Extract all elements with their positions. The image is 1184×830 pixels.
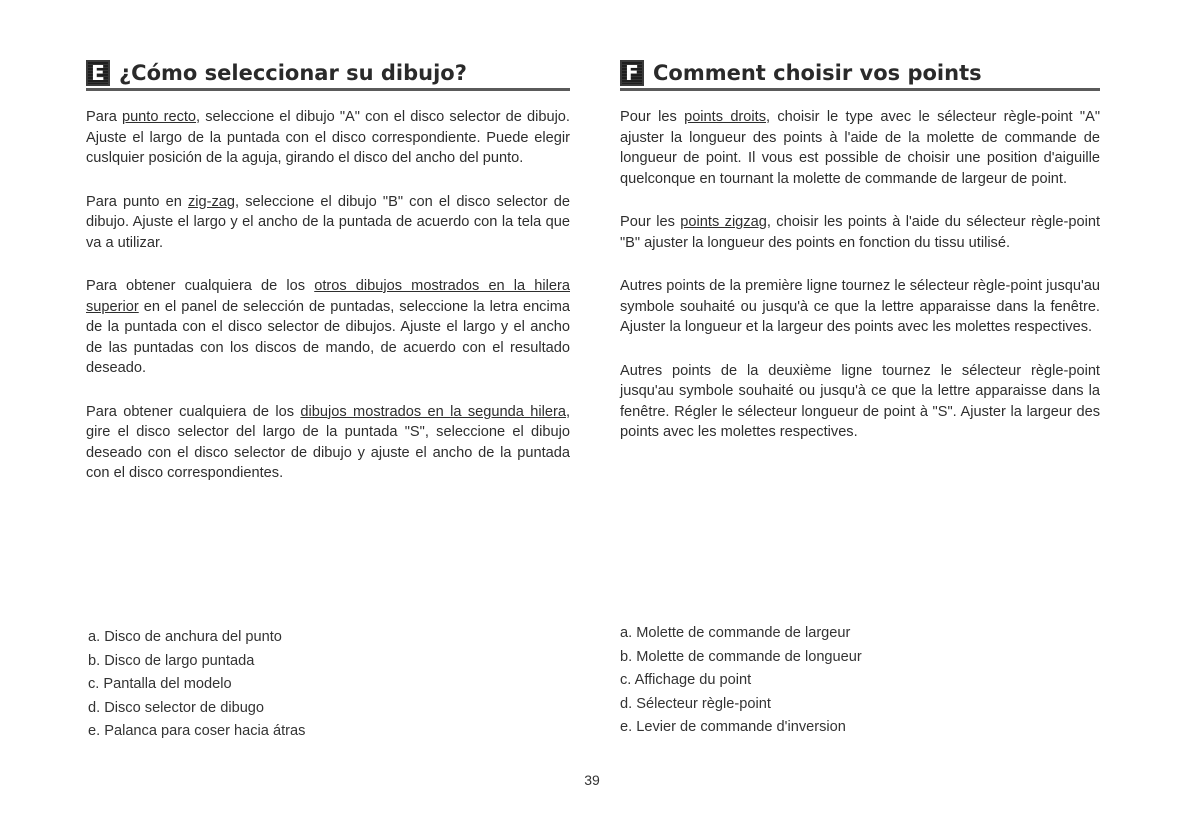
french-title: Comment choisir vos points: [653, 61, 982, 85]
fr-parts-legend: [620, 622, 862, 740]
es-parts-legend: [88, 626, 305, 744]
legend-item: b. Molette de commande de longueur: [620, 648, 862, 665]
legend-item: a. Disco de anchura del punto: [88, 629, 282, 645]
es-term-second-row: dibujos mostrados en la segunda hilera: [300, 403, 566, 420]
es-term-top-row: otros dibujos mostrados en la hilera superior: [86, 278, 570, 315]
spanish-section: [86, 52, 570, 484]
fr-paragraph-second-row: Autres points de la deuxième ligne tournez le sélecteur règle-point jusqu'au symbole souhaité ou jusqu'à ce que la lettre apparaisse dans la fenêtre. Régler le sélecteur longueur de point à "S". Ajuster la largeur des points avec les molettes respectives.: [620, 362, 1100, 440]
legend-item: a. Molette de commande de largeur: [620, 625, 851, 641]
page-number: 39: [584, 772, 600, 788]
language-badge-f: F: [620, 60, 644, 86]
legend-item: c. Pantalla del modelo: [88, 676, 232, 693]
es-paragraph-straight-stitch: Para punto recto, seleccione el dibujo "A" con el disco selector de dibujo. Ajuste el largo de la puntada con el disco correspondiente. Puede elegir cuslquier posición de la aguja, girando el disco del ancho del punto.: [86, 109, 570, 166]
es-paragraph-top-row: Para obtener cualquiera de los otros dibujos mostrados en la hilera superior en el panel de selección de puntadas, seleccione la letra encima de la puntada con el disco selector de dibujos. Ajuste el largo y el ancho de las puntadas con los discos de mando, de acuerdo con el resultado deseado.: [86, 278, 570, 376]
french-section: [620, 52, 1100, 443]
legend-item: d. Sélecteur règle-point: [620, 695, 771, 712]
legend-item: e. Palanca para coser hacia átras: [88, 723, 306, 740]
fr-paragraph-first-row: Autres points de la première ligne tournez le sélecteur règle-point jusqu'au symbole souhaité ou jusqu'à ce que la lettre apparaisse dans la fenêtre. Ajuster la longueur et la largeur des points avec les molettes respectives.: [620, 278, 1100, 335]
legend-item: b. Disco de largo puntada: [88, 652, 255, 669]
es-term-zigzag: zig-zag: [188, 193, 236, 210]
spanish-title: ¿Cómo seleccionar su dibujo?: [119, 61, 467, 85]
legend-item: d. Disco selector de dibugo: [88, 699, 265, 716]
fr-term-zigzag: points zigzag: [680, 214, 767, 230]
fr-term-straight-stitch: points droits: [684, 109, 767, 125]
legend-item: c. Affichage du point: [620, 672, 752, 689]
es-term-straight-stitch: punto recto: [121, 109, 197, 125]
language-badge-e: E: [86, 60, 110, 86]
fr-paragraph-zigzag: Pour les points zigzag, choisir les points à l'aide du sélecteur règle-point "B" ajuster la longueur des points en fonction du tissu utilisé.: [620, 214, 1101, 251]
es-paragraph-zigzag: Para punto en zig-zag, seleccione el dibujo "B" con el disco selector de dibujo. Ajuste el largo y el ancho de la puntada de acuerdo con la tela que va a utilizar.: [86, 193, 570, 251]
french-heading: [620, 52, 1100, 91]
legend-item: e. Levier de commande d'inversion: [620, 719, 846, 736]
es-paragraph-second-row: Para obtener cualquiera de los dibujos mostrados en la segunda hilera, gire el disco selector del largo de la puntada "S", seleccione el dibujo deseado con el disco selector de dibujo y ajuste el ancho de la puntada con el disco correspondientes.: [86, 403, 571, 481]
fr-paragraph-straight-stitch: Pour les points droits, choisir le type avec le sélecteur règle-point "A" ajuster la longueur des points à l'aide de la molette de commande de longueur de point. Il vous est possible de choisir une position d'aiguille quelconque en tournant la molette de commande de largeur de point.: [620, 109, 1101, 187]
spanish-heading: [86, 52, 570, 91]
